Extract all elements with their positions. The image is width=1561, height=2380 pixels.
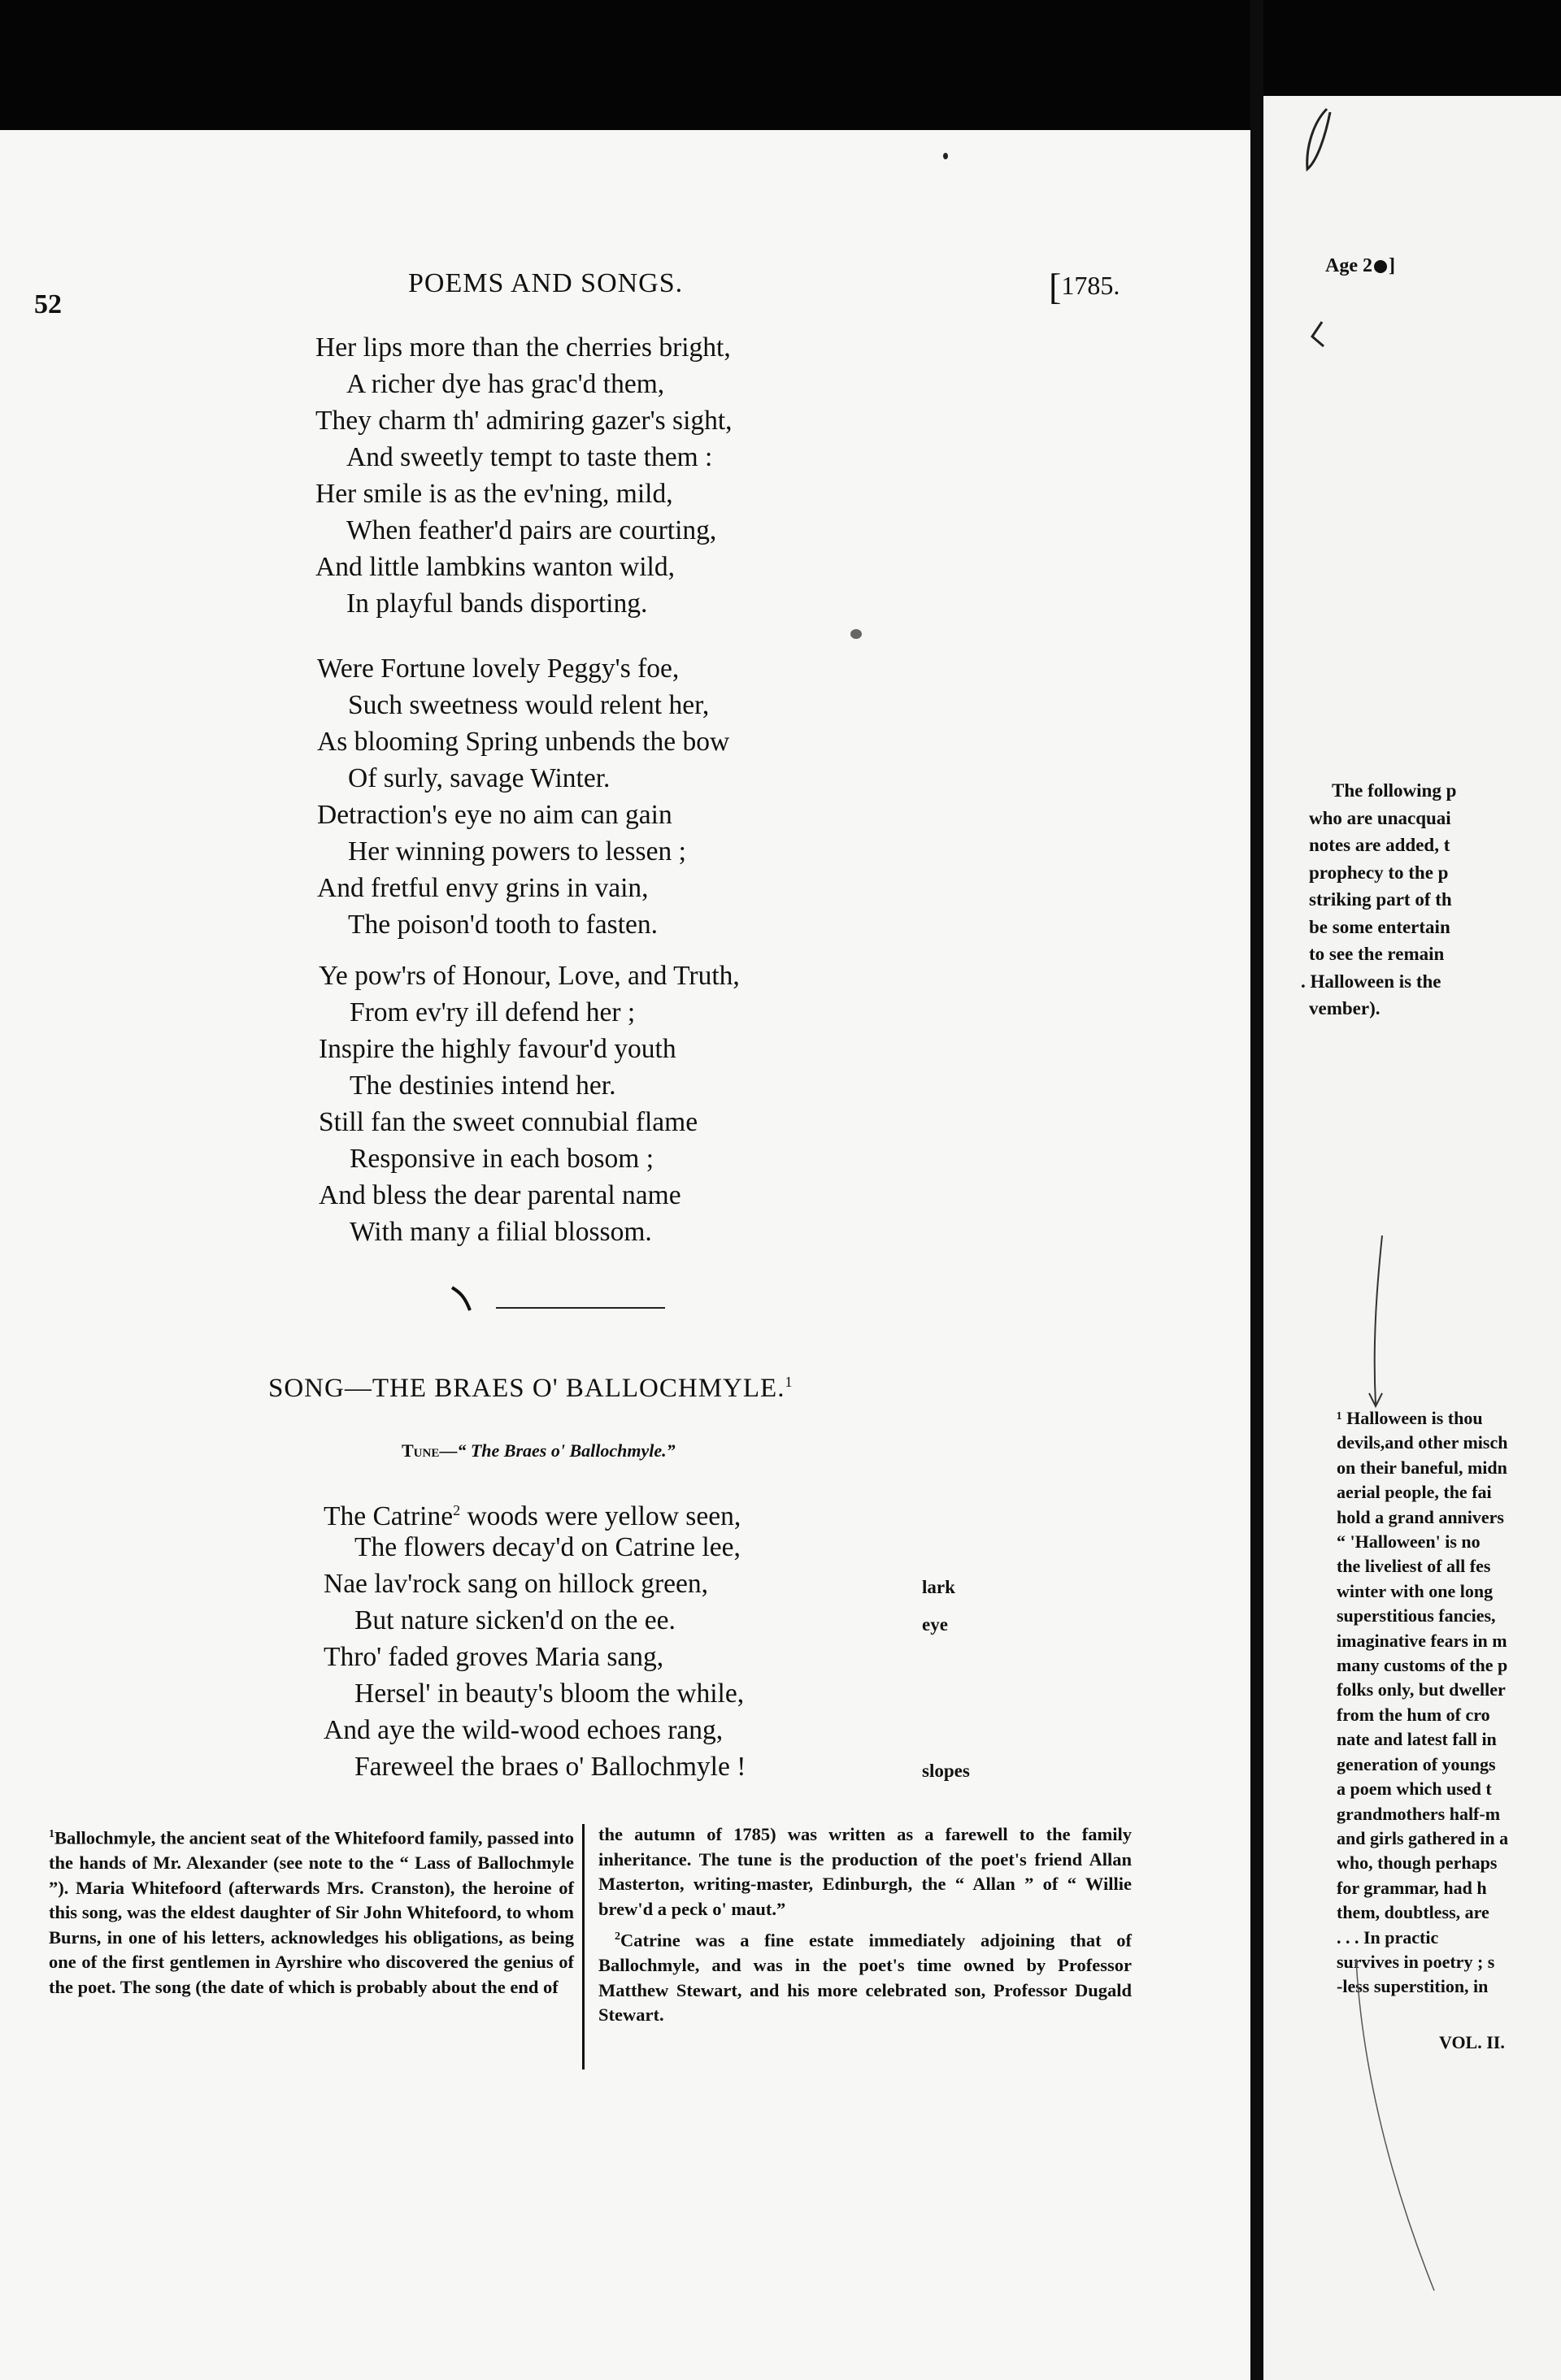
verse-line: Fareweel the braes o' Ballochmyle !: [354, 1752, 746, 1782]
verse-line: When feather'd pairs are courting,: [346, 515, 717, 545]
verse-line: Inspire the highly favour'd youth: [319, 1034, 676, 1064]
stanza-3: [319, 958, 740, 1250]
tune-name: “ The Braes o' Ballochmyle.”: [457, 1440, 676, 1461]
verse-line: Detraction's eye no aim can gain: [317, 800, 672, 830]
footnote-text: Ballochmyle, the ancient seat of the Whitefoord family, passed into the hands of Mr. Alexander (see note to the “ Lass of Ballochmyle ”). Maria Whitefoord (afterwards Mrs. Cranston), the heroine of this song, was the eldest daughter of Sir John Whitefoord, to whom Burns, in one of his letters, acknowledges his obligations, as being one of the first gentlemen in Ayrshire who discovered the genius of the poet. The song (the date of which is probably about the end of: [49, 1827, 574, 1997]
section-rule: [496, 1307, 665, 1309]
verse-line: In playful bands disporting.: [346, 588, 648, 619]
note-line: aerial people, the fai: [1337, 1482, 1492, 1503]
intro-paragraph: [1301, 777, 1457, 1023]
verse-line: Still fan the sweet connubial flame: [319, 1107, 698, 1137]
note-line: generation of youngs: [1337, 1753, 1496, 1774]
verse-line: [324, 1492, 746, 1532]
tune-label: Tune—: [402, 1440, 458, 1461]
volume-label: VOL. II.: [1439, 2032, 1505, 2052]
note-line: imaginative fears in m: [1337, 1630, 1507, 1651]
intro-line: The following p: [1332, 780, 1457, 801]
gloss-eye: eye: [922, 1614, 948, 1635]
song-title-note-ref: 1: [785, 1374, 794, 1390]
note-line: on their baneful, midn: [1337, 1457, 1507, 1478]
ink-blot: [1374, 260, 1387, 273]
intro-line: . Halloween is the: [1301, 971, 1441, 992]
verse-line: A richer dye has grac'd them,: [346, 369, 665, 399]
note-line: many customs of the p: [1337, 1655, 1508, 1676]
page-gutter: [1250, 0, 1263, 2380]
tune-line: [402, 1440, 676, 1461]
verse-text: The Catrine: [324, 1501, 454, 1532]
note-line: “ 'Halloween' is no: [1337, 1531, 1481, 1553]
year-heading: [1049, 260, 1120, 307]
footnote-1: [49, 1822, 574, 2000]
verse-line: From ev'ry ill defend her ;: [350, 997, 636, 1027]
age-bracket: ]: [1388, 255, 1395, 276]
age-label: Age 2: [1325, 255, 1372, 276]
verse-line: Hersel' in beauty's bloom the while,: [354, 1679, 745, 1709]
running-head: POEMS AND SONGS.: [408, 268, 684, 298]
verse-line: Thro' faded groves Maria sang,: [324, 1642, 664, 1672]
verse-line: Ye pow'rs of Honour, Love, and Truth,: [319, 961, 740, 991]
note-line: -less superstition, in: [1337, 1976, 1489, 1997]
year-bracket: [: [1049, 266, 1062, 307]
footnote-mark: 1: [49, 1828, 54, 1840]
pen-mark-icon: [449, 1283, 481, 1315]
note-line: from the hum of cro: [1337, 1704, 1490, 1725]
intro-line: prophecy to the p: [1309, 862, 1449, 883]
speck: [850, 629, 862, 639]
note-line: ¹ Halloween is thou: [1337, 1408, 1483, 1428]
stanza-2: [317, 650, 729, 943]
song-stanza: [324, 1492, 746, 1785]
intro-line: vember).: [1309, 998, 1381, 1018]
speck: [943, 153, 948, 159]
year-text: 1785.: [1061, 271, 1120, 300]
note-line: . . . In practic: [1337, 1926, 1439, 1948]
verse-line: Nae lav'rock sang on hillock green,: [324, 1569, 709, 1599]
pen-line-icon: [1353, 1957, 1450, 2299]
verse-line: Responsive in each bosom ;: [350, 1144, 654, 1174]
footnote-text: Catrine was a fine estate immediately adjoining that of Ballochmyle, and was in the poet's time owned by Professor Matthew Stewart, and his more celebrated son, Professor Dugald Stewart.: [598, 1930, 1132, 2025]
note-line: folks only, but dweller: [1337, 1679, 1506, 1700]
verse-line: And fretful envy grins in vain,: [317, 873, 649, 903]
intro-line: be some entertain: [1309, 916, 1450, 937]
note-line: for grammar, had h: [1337, 1877, 1487, 1898]
verse-line: But nature sicken'd on the ee.: [354, 1605, 676, 1635]
verse-line: Were Fortune lovely Peggy's foe,: [317, 654, 680, 684]
note-line: a poem which used t: [1337, 1778, 1492, 1800]
footnote-2-block: [598, 1822, 1132, 2028]
verse-line: The destinies intend her.: [350, 1071, 616, 1101]
footnote-divider: [582, 1824, 585, 2069]
verse-line: As blooming Spring unbends the bow: [317, 727, 730, 757]
footnote-2: [598, 1925, 1132, 2028]
verse-line: Her winning powers to lessen ;: [348, 836, 686, 866]
note-line: superstitious fancies,: [1337, 1605, 1496, 1626]
verse-line: Her lips more than the cherries bright,: [315, 332, 731, 363]
age-heading: [1325, 255, 1395, 277]
pen-mark-icon: [1306, 319, 1330, 351]
verse-line: And aye the wild-wood echoes rang,: [324, 1715, 724, 1745]
note-line: nate and latest fall in: [1337, 1729, 1497, 1750]
intro-line: striking part of th: [1309, 889, 1452, 910]
verse-line: The flowers decay'd on Catrine lee,: [354, 1532, 741, 1562]
footnote-ref: 2: [453, 1502, 461, 1518]
gloss-lark: lark: [922, 1577, 955, 1597]
verse-line: And bless the dear parental name: [319, 1180, 681, 1210]
intro-line: who are unacquai: [1309, 807, 1451, 828]
note-line: them, doubtless, are: [1337, 1902, 1489, 1923]
note-line: the liveliest of all fes: [1337, 1556, 1491, 1577]
note-line: and girls gathered in a: [1337, 1827, 1509, 1848]
footnote-1-continuation: the autumn of 1785) was written as a farewell to the family inheritance. The tune is the production of the poet's friend Allan Masterton, writing-master, Edinburgh, the “ Allan ” of “ Willie brew'd a peck o' maut.”: [598, 1824, 1132, 1919]
pen-mark-icon: [1296, 104, 1345, 177]
note-line: who, though perhaps: [1337, 1852, 1498, 1874]
page-number: 52: [34, 289, 62, 319]
note-line: winter with one long: [1337, 1580, 1494, 1601]
stanza-1: [315, 329, 733, 622]
verse-line: With many a filial blossom.: [350, 1217, 652, 1247]
song-title: [268, 1374, 793, 1404]
verse-line: The poison'd tooth to fasten.: [348, 910, 658, 940]
verse-line: And little lambkins wanton wild,: [315, 552, 675, 582]
note-line: devils,and other misch: [1337, 1432, 1508, 1453]
verse-line: Such sweetness would relent her,: [348, 690, 710, 720]
halloween-footnote: [1337, 1406, 1508, 2000]
verse-text: woods were yellow seen,: [460, 1501, 741, 1532]
verse-line: They charm th' admiring gazer's sight,: [315, 406, 733, 436]
verse-line: Her smile is as the ev'ning, mild,: [315, 479, 673, 509]
pen-line-icon: [1361, 1234, 1394, 1413]
intro-line: to see the remain: [1309, 944, 1445, 964]
note-line: grandmothers half-m: [1337, 1803, 1501, 1824]
note-line: survives in poetry ; s: [1337, 1951, 1495, 1972]
song-title-text: SONG—THE BRAES O' BALLOCHMYLE.: [268, 1374, 785, 1403]
verse-line: Of surly, savage Winter.: [348, 763, 611, 793]
intro-line: notes are added, t: [1309, 835, 1450, 855]
right-page: [1263, 96, 1561, 2380]
footnote-mark: 2: [615, 1930, 620, 1943]
gloss-slopes: slopes: [922, 1761, 970, 1781]
note-line: hold a grand annivers: [1337, 1506, 1504, 1527]
left-page: [0, 130, 1250, 2380]
verse-line: And sweetly tempt to taste them :: [346, 442, 713, 472]
